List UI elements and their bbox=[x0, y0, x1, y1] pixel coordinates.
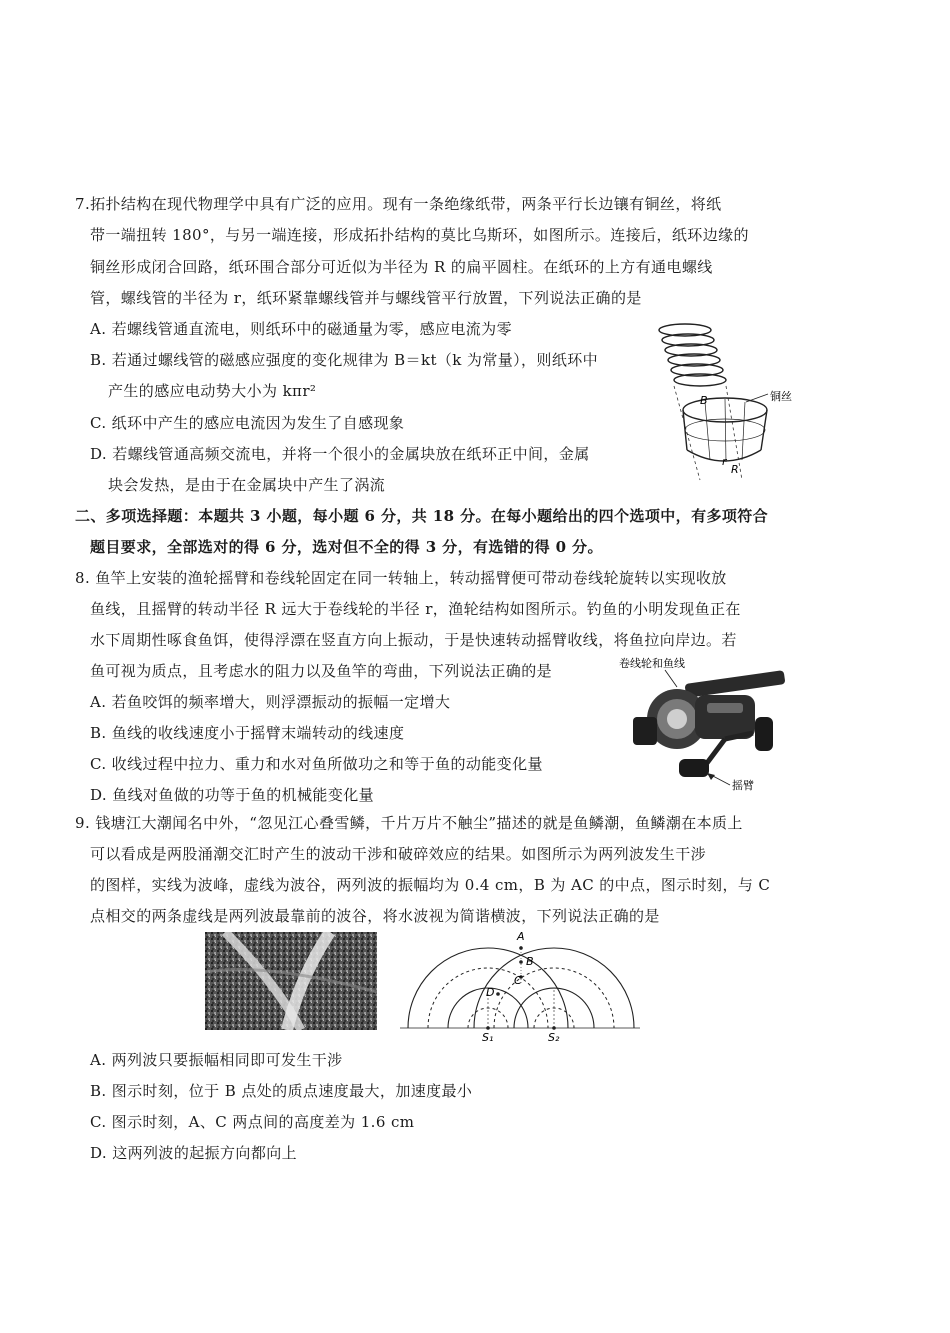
q9-option-c: C. 图示时刻，A、C 两点间的高度差为 1.6 cm bbox=[90, 1113, 415, 1131]
q8-line-1: 8. 鱼竿上安装的渔轮摇臂和卷线轮固定在同一转轴上，转动摇臂便可带动卷线轮旋转以实现收放 bbox=[75, 569, 727, 587]
label-reel-and-line: 卷线轮和鱼线 bbox=[619, 657, 685, 670]
q8-reel-figure bbox=[615, 655, 790, 795]
q7-option-b-cont: 产生的感应电动势大小为 kπr² bbox=[108, 382, 317, 400]
mobius-ring bbox=[683, 398, 767, 462]
q7-solenoid-figure bbox=[630, 310, 800, 490]
point-a-label: A bbox=[517, 930, 525, 943]
point-b-label: B bbox=[526, 955, 534, 968]
label-crank-arm: 摇臂 bbox=[732, 779, 754, 792]
q9-line-2: 可以看成是两股涌潮交汇时产生的波动干涉和破碎效应的结果。如图所示为两列波发生干涉 bbox=[90, 845, 707, 863]
q9-line-4: 点相交的两条虚线是两列波最靠前的波谷，将水波视为简谐横波，下列说法正确的是 bbox=[90, 907, 660, 925]
source-s2-label: S₂ bbox=[548, 1031, 560, 1043]
q7-option-a: A. 若螺线管通直流电，则纸环中的磁通量为零，感应电流为零 bbox=[90, 320, 512, 338]
q9-line-1: 9. 钱塘江大潮闻名中外，“忽见江心叠雪鳞，千片万片不触尘”描述的就是鱼鳞潮，鱼鳞潮在本质上 bbox=[75, 814, 743, 832]
q8-option-a: A. 若鱼咬饵的频率增大，则浮漂振动的振幅一定增大 bbox=[90, 693, 451, 711]
q9-option-a: A. 两列波只要振幅相同即可发生干涉 bbox=[90, 1051, 343, 1069]
wire-leader bbox=[746, 394, 768, 402]
q9-interference-figure bbox=[400, 928, 640, 1043]
q7-line-1: 7.拓扑结构在现代物理学中具有广泛的应用。现有一条绝缘纸带，两条平行长边镶有铜丝，将纸 bbox=[75, 195, 722, 213]
label-r: r bbox=[722, 455, 727, 468]
point-d-label: D bbox=[486, 986, 495, 999]
q8-line-2: 鱼线，且摇臂的转动半径 R 远大于卷线轮的半径 r，渔轮结构如图所示。钓鱼的小明发现鱼正在 bbox=[90, 600, 741, 618]
section2-line-1: 二、多项选择题：本题共 3 小题，每小题 6 分，共 18 分。在每小题给出的四个选项中，有多项符合 bbox=[75, 507, 769, 525]
q8-option-b: B. 鱼线的收线速度小于摇臂末端转动的线速度 bbox=[90, 724, 405, 742]
q7-option-c: C. 纸环中产生的感应电流因为发生了自感现象 bbox=[90, 414, 405, 432]
q8-line-4: 鱼可视为质点，且考虑水的阻力以及鱼竿的弯曲，下列说法正确的是 bbox=[90, 662, 553, 680]
label-b: B bbox=[700, 394, 708, 407]
q7-option-d-cont: 块会发热，是由于在金属块中产生了涡流 bbox=[108, 476, 386, 494]
q8-line-3: 水下周期性啄食鱼饵，使得浮漂在竖直方向上振动，于是快速转动摇臂收线，将鱼拉向岸边。若 bbox=[90, 631, 737, 649]
q9-option-d: D. 这两列波的起振方向都向上 bbox=[90, 1144, 298, 1162]
q7-line-3: 铜丝形成闭合回路，纸环围合部分可近似为半径为 R 的扁平圆柱。在纸环的上方有通电螺线 bbox=[90, 258, 713, 276]
solenoid-coil bbox=[659, 324, 726, 386]
q7-option-d: D. 若螺线管通高频交流电，并将一个很小的金属块放在纸环正中间，金属 bbox=[90, 445, 590, 463]
q8-option-d: D. 鱼线对鱼做的功等于鱼的机械能变化量 bbox=[90, 786, 375, 804]
label-big-r: R bbox=[731, 463, 739, 476]
q8-option-c: C. 收线过程中拉力、重力和水对鱼所做功之和等于鱼的动能变化量 bbox=[90, 755, 543, 773]
q7-line-2: 带一端扭转 180°，与另一端连接，形成拓扑结构的莫比乌斯环，如图所示。连接后，纸环边缘的 bbox=[90, 226, 749, 244]
label-copper-wire: 铜丝 bbox=[770, 390, 792, 403]
q7-option-b: B. 若通过螺线管的磁感应强度的变化规律为 B＝kt（k 为常量），则纸环中 bbox=[90, 351, 599, 369]
section2-line-2: 题目要求，全部选对的得 6 分，选对但不全的得 3 分，有选错的得 0 分。 bbox=[90, 538, 603, 556]
q9-option-b: B. 图示时刻，位于 B 点处的质点速度最大，加速度最小 bbox=[90, 1082, 473, 1100]
q9-line-3: 的图样，实线为波峰，虚线为波谷，两列波的振幅均为 0.4 cm，B 为 AC 的中点，图示时刻，与 C bbox=[90, 876, 771, 894]
source-s1-label: S₁ bbox=[482, 1031, 494, 1043]
q7-line-4: 管，螺线管的半径为 r，纸环紧靠螺线管并与螺线管平行放置，下列说法正确的是 bbox=[90, 289, 642, 307]
point-c-label: C bbox=[514, 974, 522, 987]
q9-tide-photo bbox=[205, 932, 377, 1030]
